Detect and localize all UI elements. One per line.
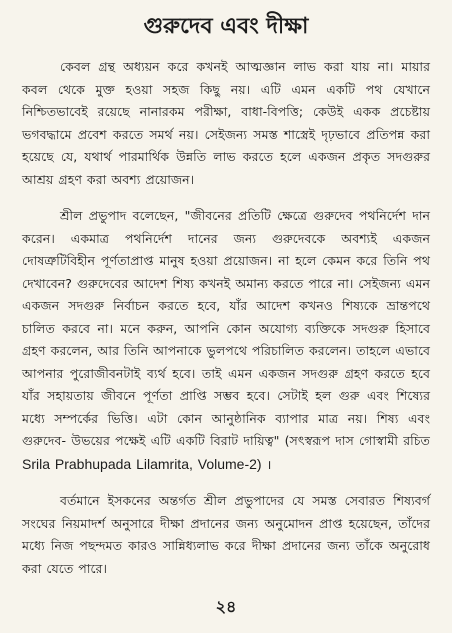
paragraph-2 <box>22 205 430 476</box>
paragraph-3: বর্তমানে ইসকনের অন্তর্গত শ্রীল প্রভুপাদের যে সমস্ত সেবারত শিষ্যবর্গ সংঘের নিয়মাদর্শ অনুসারে দীক্ষা প্রদানের জন্য অনুমোদন প্রাপ্ত হয়েছেন, তাঁদের মধ্যে নিজ পছন্দমত কারও সান্নিধ্যলাভ করে দীক্ষা প্রদানের জন্য তাঁকে অনুরোধ করা যেতে পারে। <box>22 493 430 576</box>
paragraph-2-text: শ্রীল প্রভুপাদ বলেছেন, "জীবনের প্রতিটি ক্ষেত্রে গুরুদেব পথনির্দেশ দান করেন। একমাত্র পথনির্দেশ দানের জন্য গুরুদেবকে অবশ্যই একজন দোষত্রুটিবিহীন পূর্ণতাপ্রাপ্ত মানুষ হওয়া প্রয়োজন। না হলে কেমন করে তিনি পথ দেখাবেন? গুরুদেবের আদেশ শিষ্য কখনই অমান্য করতে পারে না। সেইজন্য এমন একজন সদগুরু নির্বাচন করতে হবে, যাঁর আদেশ কখনও শিষ্যকে ভ্রান্তপথে চালিত করবে না। মনে করুন, আপনি কোন অযোগ্য ব্যক্তিকে সদগুরু হিসাবে গ্রহণ করলেন, আর তিনি আপনাকে ভুলপথে পরিচালিত করলেন। তাহলে এভাবে আপনার পুরোজীবনটাই ব্যর্থ হবে। তাই এমন একজন সদগুরু গ্রহণ করতে হবে যাঁর সহায়তায় জীবনে পূর্ণতা প্রাপ্তি সম্ভব হবে। সেটাই হল গুরু এবং শিষ্যের মধ্যে সম্পর্কের ভিত্তি। এটা কোন আনুষ্ঠানিক ব্যাপার মাত্র নয়। শিষ্য এবং গুরুদেব- উভয়ের পক্ষেই এটি একটি বিরাট দায়িত্ব" (সৎস্বরূপ দাস গোস্বামী রচিত <box>22 208 431 448</box>
page-number: ২৪ <box>215 597 237 616</box>
citation-end: । <box>266 456 272 472</box>
citation-latin: Srila Prabhupada Lilamrita, Volume-2) <box>22 455 262 472</box>
paragraph-1: কেবল গ্রন্থ অধ্যয়ন করে কখনই আত্মজ্ঞান লাভ করা যায় না। মায়ার কবল থেকে মুক্ত হওয়া সহজ কিছু নয়। এটি এমন একটি পথ যেখানে নিশ্চিতভাবেই রয়েছে নানারকম পরীক্ষা, বাধা-বিপত্তি; কেউই একক প্রচেষ্টায় ভগবদ্ধামে প্রবেশ করতে সমর্থ নয়। সেইজন্য সমস্ত শাস্ত্রেই দৃঢ়ভাবে প্রতিপন্ন করা হয়েছে যে, যথার্থ পারমার্থিক উন্নতি লাভ করতে হলে একজন প্রকৃত সদগুরুর আশ্রয় গ্রহণ করা অবশ্য প্রয়োজন। <box>22 59 430 187</box>
chapter-title: গুরুদেব এবং দীক্ষা <box>143 14 309 39</box>
